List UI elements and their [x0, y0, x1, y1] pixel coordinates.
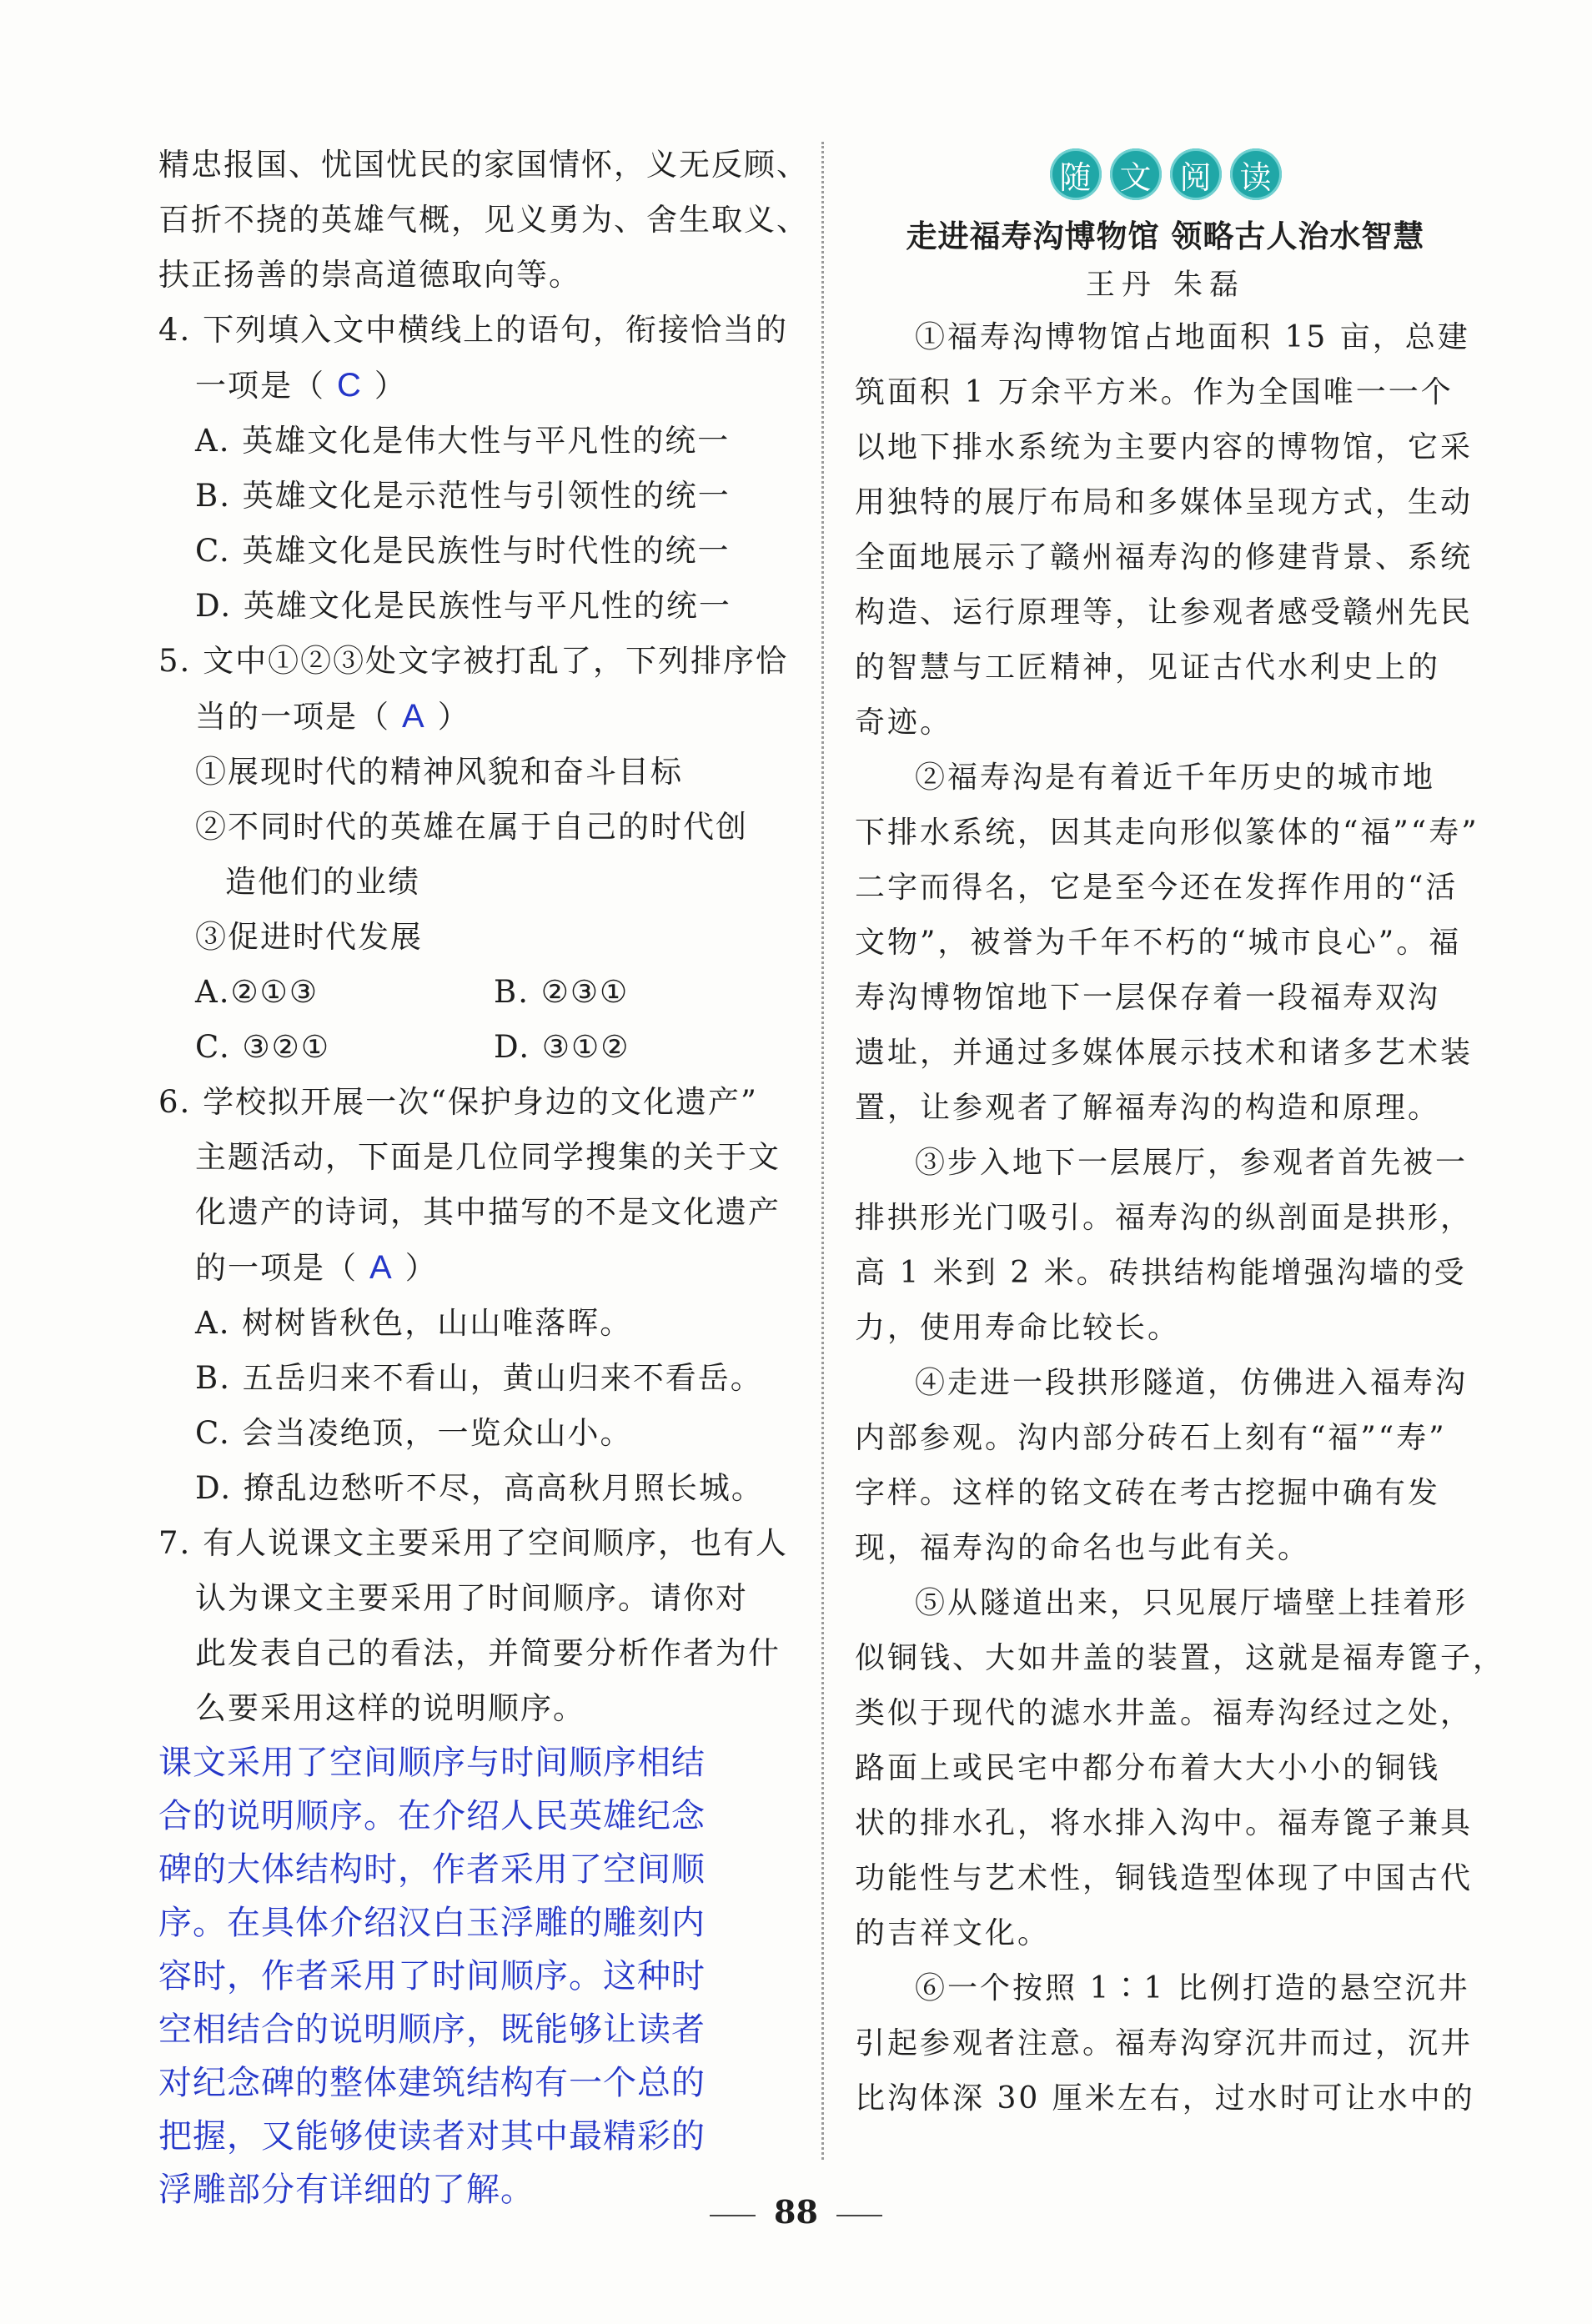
section-badge: 阅 [1170, 148, 1222, 200]
article-paragraph [855, 1356, 1476, 1576]
option: B. 英雄文化是示范性与引领性的统一 [195, 478, 731, 514]
article-title: 走进福寿沟博物馆 领略古人治水智慧 [906, 218, 1425, 254]
paragraph-line: 内部参观。沟内部分砖石上刻有“福”“寿” [855, 1421, 1447, 1455]
paragraph-line: ③步入地下一层展厅，参观者首先被一 [915, 1146, 1469, 1180]
paragraph-line: 二字而得名，它是至今还在发挥作用的“活 [855, 871, 1459, 905]
stem-text: 当的一项是（ [195, 699, 390, 735]
answer-line: 空相结合的说明顺序，既能够让读者 [158, 2010, 706, 2049]
footer-dash [836, 2215, 882, 2216]
article-paragraph [855, 750, 1479, 1136]
page-number: 88 [774, 2193, 818, 2231]
option: B. ②③① [494, 974, 630, 1010]
paragraph-line: 力，使用寿命比较长。 [855, 1311, 1181, 1345]
answer-line: 浮雕部分有详细的了解。 [158, 2171, 535, 2209]
paragraph-line: 用独特的展厅布局和多媒体呈现方式，生动 [855, 485, 1474, 520]
question-stem [158, 689, 792, 745]
right-column [855, 148, 1506, 2126]
question-stem: 6. 学校拟开展一次“保护身边的文化遗产” [158, 1084, 758, 1120]
option: C. 英雄文化是民族性与时代性的统一 [195, 533, 731, 569]
paragraph-line: 置，让参观者了解福寿沟的构造和原理。 [855, 1091, 1441, 1125]
paragraph-line: 功能性与艺术性，铜钱造型体现了中国古代 [855, 1861, 1474, 1895]
option: C. ③②① [195, 1029, 331, 1065]
column-divider [821, 142, 824, 2160]
option-row [158, 1020, 792, 1075]
option: C. 会当凌绝顶，一览众山小。 [195, 1415, 633, 1451]
option: A. 树树皆秋色，山山唯落晖。 [195, 1305, 633, 1341]
paragraph-line: 引起参观者注意。福寿沟穿沉井而过，沉井 [855, 2026, 1474, 2060]
paragraph-line: 筑面积 1 万余平方米。作为全国唯一一个 [855, 375, 1454, 409]
paragraph-line: 寿沟博物馆地下一层保存着一段福寿双沟 [855, 981, 1441, 1015]
answer-line: 碑的大体结构时，作者采用了空间顺 [158, 1850, 706, 1889]
question-6 [158, 1075, 792, 1516]
article-body [855, 310, 1506, 2126]
article-paragraph [855, 1576, 1506, 1961]
item: ③促进时代发展 [195, 919, 423, 955]
stem-text: ） [404, 1250, 438, 1286]
paragraph-line: 的吉祥文化。 [855, 1916, 1051, 1950]
question-stem [158, 1240, 792, 1296]
option: D. ③①② [494, 1029, 630, 1065]
article-paragraph [855, 1961, 1476, 2126]
question-stem: 认为课文主要采用了时间顺序。请你对 [195, 1580, 748, 1616]
paragraph-line: 类似于现代的滤水井盖。福寿沟经过之处， [855, 1696, 1474, 1730]
paragraph-line: 以地下排水系统为主要内容的博物馆，它采 [855, 430, 1474, 464]
answer-line: 序。在具体介绍汉白玉浮雕的雕刻内 [158, 1904, 706, 1942]
paragraph-line: 路面上或民宅中都分布着大大小小的铜钱 [855, 1751, 1441, 1785]
paragraph-line: ④走进一段拱形隧道，仿佛进入福寿沟 [915, 1366, 1469, 1400]
article-author: 王丹 朱磊 [1085, 269, 1246, 302]
paragraph-line: 下排水系统，因其走向形似篆体的“福”“寿” [855, 816, 1479, 850]
paragraph-line: 似铜钱、大如井盖的装置，这就是福寿篦子， [855, 1641, 1506, 1675]
section-badge: 读 [1230, 148, 1282, 200]
answer-line: 合的说明顺序。在介绍人民英雄纪念 [158, 1797, 706, 1835]
answer-line: 课文采用了空间顺序与时间顺序相结 [158, 1744, 706, 1782]
option-row [158, 965, 792, 1020]
question-stem: 5. 文中①②③处文字被打乱了，下列排序恰 [158, 643, 789, 679]
handwritten-answer: A [369, 1249, 394, 1286]
item: ①展现时代的精神风貌和奋斗目标 [195, 754, 683, 790]
question-4 [158, 303, 792, 634]
item: ②不同时代的英雄在属于自己的时代创 [195, 809, 748, 845]
paragraph-line: 的智慧与工匠精神，见证古代水利史上的 [855, 650, 1441, 685]
text-line: 百折不挠的英雄气概，见义勇为、舍生取义、 [158, 202, 809, 238]
paragraph-line: 全面地展示了赣州福寿沟的修建背景、系统 [855, 540, 1474, 575]
paragraph-line: 排拱形光门吸引。福寿沟的纵剖面是拱形， [855, 1201, 1474, 1235]
option: A. 英雄文化是伟大性与平凡性的统一 [195, 423, 731, 459]
paragraph-line: ⑥一个按照 1∶1 比例打造的悬空沉井 [915, 1971, 1470, 2005]
handwritten-answer: A [402, 698, 426, 735]
text-line: 扶正扬善的崇高道德取向等。 [158, 257, 581, 293]
option: D. 撩乱边愁听不尽，高高秋月照长城。 [195, 1470, 764, 1506]
left-column [158, 138, 809, 2216]
question-stem: 7. 有人说课文主要采用了空间顺序，也有人 [158, 1525, 789, 1561]
section-badge: 随 [1050, 148, 1102, 200]
paragraph-line: ⑤从隧道出来，只见展厅墙壁上挂着形 [915, 1586, 1469, 1620]
answer-line: 容时，作者采用了时间顺序。这种时 [158, 1957, 706, 1995]
stem-text: 的一项是（ [195, 1250, 358, 1286]
answer-line: 对纪念碑的整体建筑结构有一个总的 [158, 2064, 706, 2102]
paragraph-line: 文物”，被誉为千年不朽的“城市良心”。福 [855, 926, 1462, 960]
question-stem: 4. 下列填入文中横线上的语句，衔接恰当的 [158, 312, 789, 348]
paragraph-line: 奇迹。 [855, 705, 953, 740]
stem-text: ） [437, 699, 470, 735]
option: A.②①③ [195, 974, 319, 1010]
text-line: 精忠报国、忧国忧民的家国情怀，义无反顾、 [158, 147, 809, 183]
intro-text [158, 138, 809, 303]
paragraph-line: 高 1 米到 2 米。砖拱结构能增强沟墙的受 [855, 1256, 1467, 1290]
paragraph-line: ②福寿沟是有着近千年历史的城市地 [915, 760, 1436, 795]
paragraph-line: 字样。这样的铭文砖在考古挖掘中确有发 [855, 1476, 1441, 1510]
article-paragraph [855, 310, 1476, 750]
question-7 [158, 1516, 792, 2216]
stem-text: ） [374, 368, 407, 404]
stem-text: 一项是（ [195, 368, 325, 404]
question-stem: 化遗产的诗词，其中描写的不是文化遗产 [195, 1194, 781, 1230]
paragraph-line: ①福寿沟博物馆占地面积 15 亩，总建 [915, 320, 1470, 354]
paragraph-line: 构造、运行原理等，让参观者感受赣州先民 [855, 595, 1474, 630]
question-stem [158, 358, 792, 414]
paragraph-line: 遗址，并通过多媒体展示技术和诸多艺术装 [855, 1036, 1474, 1070]
handwritten-answer-block [158, 1736, 792, 2216]
page-footer [0, 2193, 1592, 2231]
item: 造他们的业绩 [225, 864, 420, 900]
paragraph-line: 比沟体深 30 厘米左右，过水时可让水中的 [855, 2081, 1475, 2116]
section-badge: 文 [1110, 148, 1162, 200]
question-stem: 么要采用这样的说明顺序。 [195, 1690, 585, 1726]
footer-dash [710, 2215, 756, 2216]
option: B. 五岳归来不看山，黄山归来不看岳。 [195, 1360, 763, 1396]
handwritten-answer: C [337, 367, 363, 404]
question-stem: 此发表自己的看法，并简要分析作者为什 [195, 1635, 781, 1671]
question-stem: 主题活动，下面是几位同学搜集的关于文 [195, 1139, 781, 1175]
paragraph-line: 状的排水孔，将水排入沟中。福寿篦子兼具 [855, 1806, 1474, 1840]
option: D. 英雄文化是民族性与平凡性的统一 [195, 588, 731, 624]
article-paragraph [855, 1136, 1476, 1356]
section-header [855, 148, 1476, 200]
question-5 [158, 634, 792, 1075]
paragraph-line: 现，福寿沟的命名也与此有关。 [855, 1531, 1311, 1565]
answer-line: 把握，又能够使读者对其中最精彩的 [158, 2117, 706, 2156]
